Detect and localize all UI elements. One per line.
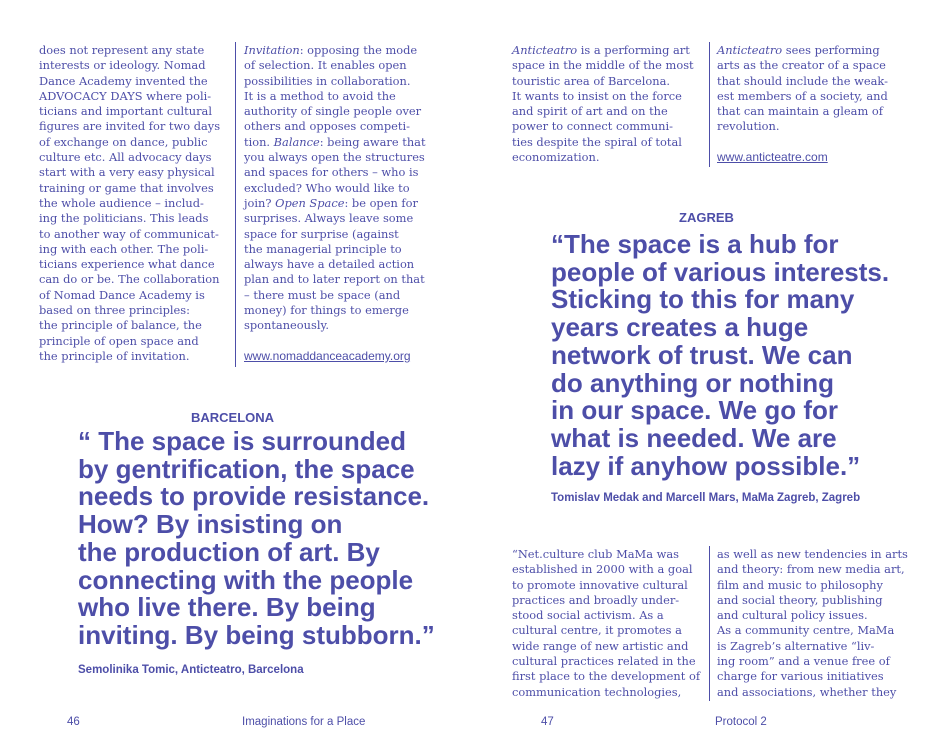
- body-text-line: power to connect communi-: [512, 119, 673, 134]
- right-page-number: 47: [541, 716, 554, 728]
- body-text-line: culture etc. All advocacy days: [39, 150, 212, 165]
- quote-line: who live there. By being: [78, 592, 376, 623]
- body-text-line: as well as new tendencies in arts: [717, 547, 908, 561]
- left-running-title: Imaginations for a Place: [242, 716, 366, 728]
- body-text-line: It wants to insist on the force: [512, 88, 682, 103]
- quote-line: what is needed. We are: [551, 422, 837, 453]
- body-text-line: the principle of invitation.: [39, 348, 190, 363]
- body-text-line: interests or ideology. Nomad: [39, 58, 206, 73]
- barcelona-quote: [78, 428, 448, 650]
- body-text-line: the whole audience – includ-: [39, 195, 204, 210]
- body-text-line: of selection. It enables open: [244, 58, 407, 73]
- left-page-number: 46: [67, 716, 80, 728]
- body-text-line: space in the middle of the most: [512, 58, 694, 73]
- body-text-line: Invitation: opposing the mode: [244, 43, 418, 57]
- mama-column-divider: [709, 546, 710, 701]
- left-body-column-2: [244, 43, 439, 334]
- body-text-line: of exchange on dance, public: [39, 134, 208, 149]
- body-text-line: Anticteatro sees performing: [717, 43, 880, 57]
- body-text-line: practices and broadly under-: [512, 592, 680, 607]
- body-text-line: film and music to philosophy: [717, 577, 883, 592]
- barcelona-heading: BARCELONA: [191, 410, 275, 425]
- body-text-line: established in 2000 with a goal: [512, 562, 693, 577]
- zagreb-attribution: Tomislav Medak and Marcell Mars, MaMa Zagreb, Zagreb: [551, 492, 861, 504]
- body-text-line: As a community centre, MaMa: [717, 623, 895, 638]
- right-body-column-1: [512, 43, 707, 165]
- body-text-line: principle of open space and: [39, 333, 199, 348]
- body-text-line: the managerial principle to: [244, 241, 402, 256]
- quote-line: “The space is a hub for: [551, 229, 839, 259]
- body-text-line: ties despite the spiral of total: [512, 134, 682, 149]
- anticteatre-link[interactable]: www.anticteatre.com: [717, 150, 828, 164]
- body-text-line: is Zagreb’s alternative “liv-: [717, 638, 875, 653]
- zagreb-heading: ZAGREB: [679, 210, 734, 225]
- body-text-line: authority of single people over: [244, 104, 422, 119]
- body-text-line: that should include the weak-: [717, 73, 888, 88]
- body-text-line: space for surprise (against: [244, 226, 399, 241]
- body-text-line: and social theory, publishing: [717, 592, 883, 607]
- body-text-line: and theory: from new media art,: [717, 562, 905, 577]
- body-text-line: economization.: [512, 150, 600, 165]
- quote-line: in our space. We go for: [551, 395, 839, 426]
- body-text-line: to promote innovative cultural: [512, 577, 688, 592]
- body-text-line: figures are invited for two days: [39, 119, 221, 134]
- right-running-title: Protocol 2: [715, 716, 767, 728]
- quote-line: inviting. By being stubborn.”: [78, 619, 435, 650]
- quote-line: lazy if anyhow possible.”: [551, 450, 861, 481]
- body-text-line: you always open the structures: [244, 150, 425, 165]
- body-text-line: and spaces for others – who is: [244, 165, 419, 180]
- zagreb-quote: [551, 231, 921, 480]
- body-text-line: and associations, whether they: [717, 684, 897, 699]
- quote-line: Sticking to this for many: [551, 284, 855, 315]
- body-text-line: est members of a society, and: [717, 88, 888, 103]
- body-text-line: plan and to later report on that: [244, 272, 425, 287]
- right-column-divider: [709, 42, 710, 167]
- quote-line: needs to provide resistance.: [78, 481, 430, 512]
- body-text-line: Dance Academy invented the: [39, 73, 208, 88]
- mama-body-column-2: [717, 547, 917, 700]
- body-text-line: first place to the development of: [512, 669, 701, 684]
- body-text-line: start with a very easy physical: [39, 165, 215, 180]
- quote-line: do anything or nothing: [551, 367, 835, 398]
- body-text-line: arts as the creator of a space: [717, 58, 886, 73]
- body-text-line: charge for various initiatives: [717, 669, 884, 684]
- body-text-line: touristic area of Barcelona.: [512, 73, 670, 88]
- body-text-line: It is a method to avoid the: [244, 88, 396, 103]
- quote-line: years creates a huge: [551, 312, 809, 343]
- body-text-line: ing with each other. The poli-: [39, 241, 209, 256]
- barcelona-attribution: Semolinika Tomic, Anticteatro, Barcelona: [78, 664, 304, 676]
- quote-line: network of trust. We can: [551, 339, 853, 370]
- quote-line: the production of art. By: [78, 536, 380, 567]
- body-text-line: cultural centre, it promotes a: [512, 623, 682, 638]
- body-text-line: “Net.culture club MaMa was: [512, 547, 679, 561]
- body-text-line: stood social activism. As a: [512, 608, 664, 623]
- body-text-line: to another way of communicat-: [39, 226, 219, 241]
- body-text-line: does not represent any state: [39, 43, 205, 57]
- body-text-line: excluded? Who would like to: [244, 180, 410, 195]
- body-text-line: money) for things to emerge: [244, 303, 409, 318]
- body-text-line: can do or be. The collaboration: [39, 272, 220, 287]
- body-text-line: ADVOCACY DAYS where poli-: [39, 88, 212, 103]
- body-text-line: ing room” and a venue free of: [717, 654, 890, 669]
- body-text-line: of Nomad Dance Academy is: [39, 287, 205, 302]
- body-text-line: always have a detailed action: [244, 257, 415, 272]
- body-text-line: training or game that involves: [39, 180, 214, 195]
- body-text-line: spontaneously.: [244, 318, 330, 333]
- body-text-line: and cultural policy issues.: [717, 608, 868, 623]
- body-text-line: ing the politicians. This leads: [39, 211, 209, 226]
- left-body-column-1: [39, 43, 231, 364]
- body-text-line: others and opposes competi-: [244, 119, 410, 134]
- quote-line: How? By insisting on: [78, 509, 343, 540]
- body-text-line: cultural practices related in the: [512, 654, 696, 669]
- body-text-line: – there must be space (and: [244, 287, 401, 302]
- quote-line: connecting with the people: [78, 564, 414, 595]
- body-text-line: and spirit of art and on the: [512, 104, 668, 119]
- body-text-line: tion. Balance: being aware that: [244, 134, 426, 149]
- body-text-line: wide range of new artistic and: [512, 638, 689, 653]
- body-text-line: ticians and important cultural: [39, 104, 212, 119]
- quote-line: people of various interests.: [551, 256, 890, 287]
- right-body-column-2: [717, 43, 912, 135]
- body-text-line: possibilities in collaboration.: [244, 73, 411, 88]
- body-text-line: ticians experience what dance: [39, 257, 215, 272]
- mama-body-column-1: [512, 547, 707, 700]
- quote-line: by gentrification, the space: [78, 453, 415, 484]
- body-text-line: based on three principles:: [39, 303, 190, 318]
- body-text-line: join? Open Space: be open for: [244, 195, 418, 210]
- body-text-line: the principle of balance, the: [39, 318, 202, 333]
- quote-line: “ The space is surrounded: [78, 426, 406, 456]
- left-column-divider: [235, 42, 236, 367]
- nomad-dance-academy-link[interactable]: www.nomaddanceacademy.org: [244, 349, 411, 363]
- body-text-line: that can maintain a gleam of: [717, 104, 883, 119]
- body-text-line: revolution.: [717, 119, 780, 134]
- body-text-line: Anticteatro is a performing art: [512, 43, 690, 57]
- body-text-line: communication technologies,: [512, 684, 682, 699]
- body-text-line: surprises. Always leave some: [244, 211, 414, 226]
